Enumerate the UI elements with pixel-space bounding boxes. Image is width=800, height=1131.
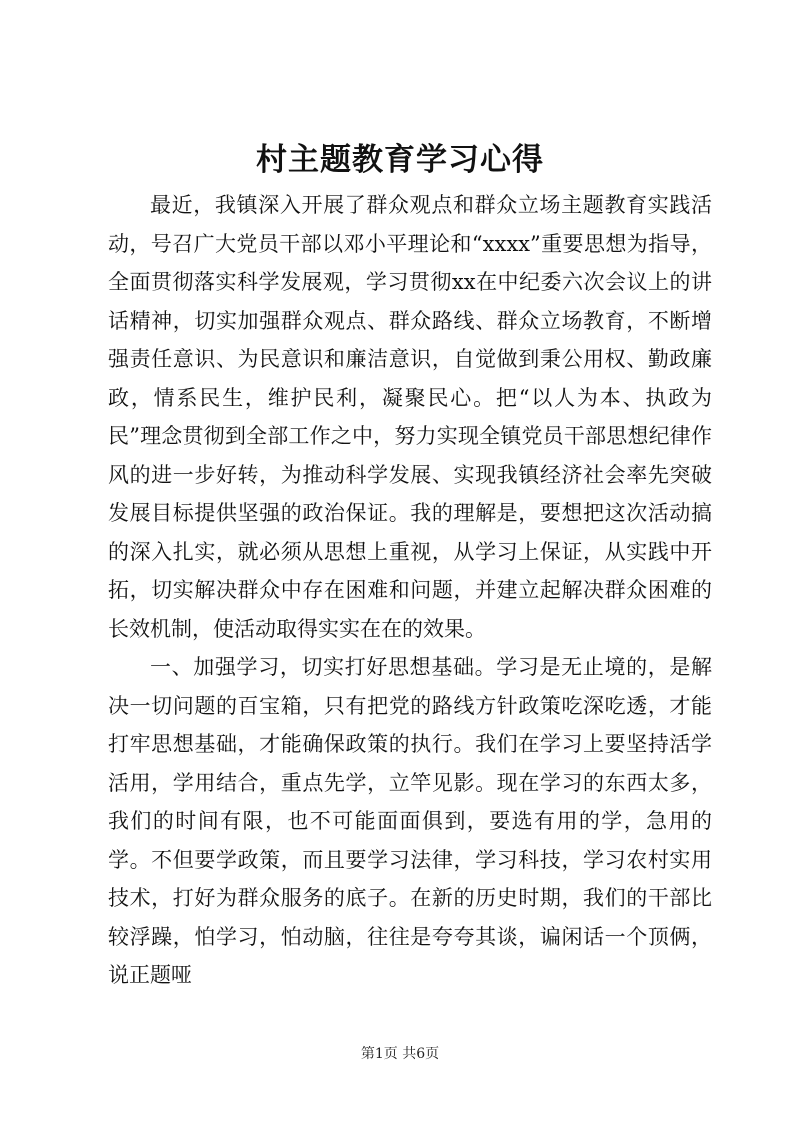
document-body xyxy=(108,186,712,995)
document-title: 村主题教育学习心得 xyxy=(256,142,544,178)
paragraph-intro: 最近，我镇深入开展了群众观点和群众立场主题教育实践活动，号召广大党员干部以邓小平理论和“xxxx”重要思想为指导，全面贯彻落实科学发展观，学习贯彻xx在中纪委六次会议上的讲话精神，切实加强群众观点、群众路线、群众立场教育，不断增强责任意识、为民意识和廉洁意识，自觉做到秉公用权、勤政廉政，情系民生，维护民利，凝聚民心。把“以人为本、执政为民”理念贯彻到全部工作之中，努力实现全镇党员干部思想纪律作风的进一步好转，为推动科学发展、实现我镇经济社会率先突破发展目标提供坚强的政治保证。我的理解是，要想把这次活动搞的深入扎实，就必须从思想上重视，从学习上保证，从实践中开拓，切实解决群众中存在困难和问题，并建立起解决群众困难的长效机制，使活动取得实实在在的效果。 xyxy=(108,193,712,641)
page-footer: 第1页 共6页 xyxy=(360,1046,440,1062)
paragraph-section-one: 一、加强学习，切实打好思想基础。学习是无止境的，是解决一切问题的百宝箱，只有把党的路线方针政策吃深吃透，才能打牢思想基础，才能确保政策的执行。我们在学习上要坚持活学活用，学用结合，重点先学，立竿见影。现在学习的东西太多，我们的时间有限，也不可能面面俱到，要选有用的学，急用的学。不但要学政策，而且要学习法律，学习科技，学习农村实用技术，打好为群众服务的底子。在新的历史时期，我们的干部比较浮躁，怕学习，怕动脑，往往是夸夸其谈，谝闲话一个顶俩，说正题哑 xyxy=(108,655,712,987)
